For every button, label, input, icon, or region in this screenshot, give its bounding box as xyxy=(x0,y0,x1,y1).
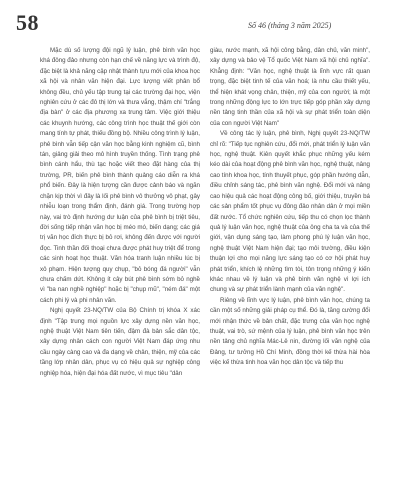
left-column xyxy=(40,46,200,379)
page-number: 58 xyxy=(16,10,39,35)
paragraph: Nghị quyết 23-NQ/TW của Bộ Chính trị khóa X xác định "Tập trung mọi nguồn lực xây dựng nền văn học, nghệ thuật Việt Nam tiên tiến, đậm đà bản sắc dân tộc, xây dựng nhân cách con người Việt Nam đáp ứng nhu cầu ngày càng cao và đa dạng về chân, thiện, mỹ của các tầng lớp nhân dân, phục vụ có hiệu quả sự nghiệp công nghiệp hóa, hiện đại hóa đất nước, vì mục tiêu "dân xyxy=(40,307,200,377)
issue-label: Số 46 (tháng 3 năm 2025) xyxy=(248,21,332,30)
paragraph: Riêng về lĩnh vực lý luận, phê bình văn học, chúng ta cần một số những giải pháp cụ thể. Đó là, tăng cường đổi mới nhận thức về bản chất, đặc trưng của văn học nghệ thuật, vai trò, sứ mệnh của lý luận, phê bình văn học trên nền tảng chủ nghĩa Mác-Lê nin, đường lối văn nghệ của Đảng, tư tưởng Hồ Chí Minh, đồng thời kế thừa hài hòa việc kế thừa tinh hoa văn học dân tộc và tiếp thu xyxy=(210,296,370,367)
paragraph: Mặc dù số lượng đội ngũ lý luận, phê bình văn học khá đông đảo nhưng còn hạn chế về năng lực và trình độ, đặc biệt là khả năng cập nhật thành tựu mới của khoa học xã hội và nhân văn hiện đại. Lực lượng viết phân bổ không đều, chủ yếu tập trung tại các trường đại học, viện nghiên cứu ở các đô thị lớn và thưa vắng, thậm chí "trắng địa bàn" ở các địa phương xa trung tâm. Việc giới thiệu các khuynh hướng, các công trình học thuật thế giới còn mang tính tự phát, thiếu đồng bộ. Nhiều công trình lý luận, phê bình vẫn tiếp cận văn học bằng kinh nghiệm cũ, bình tán, giảng giải theo mô hình truyền thống. Tình trạng phê bình cánh hẩu, thù tạc hoặc viết theo đặt hàng của thị trường, PR, biến phê bình thành quảng cáo diễn ra khá phổ biến. Đây là hiện tượng cần được cảnh báo và ngăn chặn kịp thời vì đây là lối phê bình vô thưởng vô phạt, gây nhiễu loạn trong thẩm định, đánh giá. Trong trường hợp này, vai trò định hướng dư luận của phê bình bị triệt tiêu, đời sống tiếp nhận văn học bị méo mó, biến dạng; các giá trị văn học đích thực bị bỏ rơi, không đến được với người đọc. Tinh thần đối thoại chưa được phát huy triệt để trong các sinh hoạt học thuật. Văn hóa tranh luận nhiều lúc bị xô phạm. Hiện tượng quy chụp, "bỏ bóng đá người" vẫn chưa chấm dứt. Không ít cây bút phê bình sớm bỏ nghề vì "ba nan nghề nghiệp" hoặc bị "chụp mũ", "ném đá" một cách phi lý và phi nhân văn. xyxy=(40,47,200,304)
page-header xyxy=(0,0,402,40)
paragraph: Về công tác lý luận, phê bình, Nghị quyết 23-NQ/TW chỉ rõ: "Tiếp tục nghiên cứu, đổi mới, phát triển lý luận văn học, nghệ thuật. Kiên quyết khắc phục những yếu kém kéo dài của hoạt động phê bình văn học, nghệ thuật, nâng cao tính khoa học, tính thuyết phục, góp phần hướng dẫn, điều chỉnh sáng tác, phê bình văn nghệ. Đổi mới và nâng cao hiệu quả các hoạt động công bố, giới thiệu, truyền bá các sản phẩm tốt phục vụ đông đảo nhân dân ở mọi miền đất nước. Tổ chức nghiên cứu, tiếp thu có chọn lọc thành quả lý luận văn học, nghệ thuật của ông cha ta và của thế giới, vận dụng sáng tạo, làm phong phú lý luận văn học, nghệ thuật Việt Nam hiện đại; tạo môi trường, điều kiện thuận lợi cho mọi năng lực sáng tạo có cơ hội phát huy phát triển, khích lệ những tìm tòi, tôn trọng những ý kiến khác nhau về lý luận và phê bình văn nghệ vì lợi ích chung và sự phát triển lành mạnh của văn nghệ". xyxy=(210,130,370,294)
paragraph: giàu, nước mạnh, xã hội công bằng, dân chủ, văn minh", xây dựng và bảo vệ Tổ quốc Việt Nam xã hội chủ nghĩa". Khẳng định: "Văn học, nghệ thuật là lĩnh vực rất quan trọng, đặc biệt tinh tế của văn hoá; là nhu cầu thiết yếu, thể hiện khát vọng chân, thiện, mỹ của con người; là một trong những động lực to lớn trực tiếp góp phần xây dựng nền tảng tinh thần của xã hội và sự phát triển toàn diện của con người Việt Nam" xyxy=(210,47,370,127)
right-column xyxy=(210,46,370,369)
